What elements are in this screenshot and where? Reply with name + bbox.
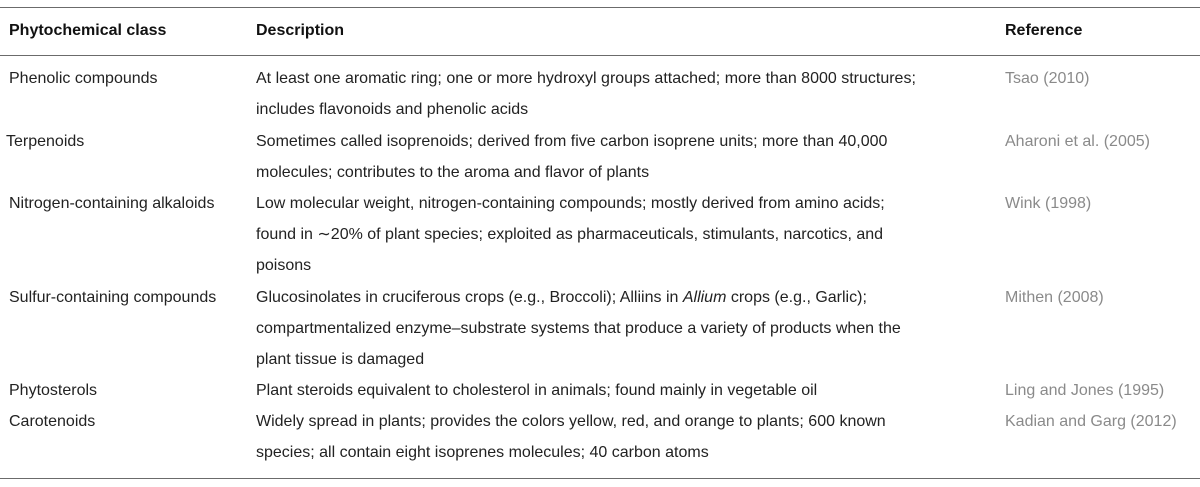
row-carotenoids-reference: Kadian and Garg (2012) (1005, 413, 1177, 430)
table-bottom-rule (0, 478, 1200, 479)
row-alkaloids-class: Nitrogen-containing alkaloids (9, 195, 215, 212)
description-line: plant tissue is damaged (256, 351, 425, 368)
description-line: Plant steroids equivalent to cholesterol in animals; found mainly in vegetable oil (256, 382, 818, 399)
description-line-mixed (256, 282, 901, 313)
row-carotenoids-class: Carotenoids (9, 413, 96, 430)
row-phytosterols-class: Phytosterols (9, 382, 98, 399)
description-line: Sometimes called isoprenoids; derived from five carbon isoprene units; more than 40,000 (256, 133, 888, 150)
description-text: Glucosinolates in cruciferous crops (e.g., Broccoli); Alliins in (256, 289, 683, 306)
row-phenolic-description (256, 63, 916, 125)
description-line: Low molecular weight, nitrogen-containing compounds; mostly derived from amino acids; (256, 195, 885, 212)
description-text: crops (e.g., Garlic); (726, 289, 867, 306)
row-alkaloids-description (256, 188, 885, 281)
header-reference: Reference (1005, 22, 1083, 39)
row-carotenoids-description (256, 406, 886, 468)
row-alkaloids-reference: Wink (1998) (1005, 195, 1092, 212)
description-line: At least one aromatic ring; one or more hydroxyl groups attached; more than 8000 structures; (256, 70, 916, 87)
header-description: Description (256, 22, 345, 39)
description-line: compartmentalized enzyme–substrate systems that produce a variety of products when the (256, 320, 901, 337)
description-line: molecules; contributes to the aroma and flavor of plants (256, 164, 650, 181)
row-sulfur-reference: Mithen (2008) (1005, 289, 1104, 306)
header-phytochemical-class: Phytochemical class (9, 22, 167, 39)
row-phytosterols-reference: Ling and Jones (1995) (1005, 382, 1165, 399)
row-sulfur-class: Sulfur-containing compounds (9, 289, 217, 306)
description-line: species; all contain eight isoprenes molecules; 40 carbon atoms (256, 444, 709, 461)
row-terpenoids-reference: Aharoni et al. (2005) (1005, 133, 1150, 150)
description-line: poisons (256, 257, 312, 274)
table-header-rule (0, 55, 1200, 56)
row-phytosterols-description (256, 375, 817, 406)
genus-name-italic: Allium (682, 289, 727, 306)
table-top-rule (0, 7, 1200, 8)
description-line: found in ∼20% of plant species; exploited as pharmaceuticals, stimulants, narcotics, and (256, 226, 884, 243)
row-phenolic-class: Phenolic compounds (9, 70, 158, 87)
row-terpenoids-description (256, 126, 887, 188)
row-terpenoids-class: Terpenoids (6, 133, 85, 150)
row-phenolic-reference: Tsao (2010) (1005, 70, 1090, 87)
row-sulfur-description (256, 282, 901, 375)
description-line: includes flavonoids and phenolic acids (256, 101, 529, 118)
description-line: Widely spread in plants; provides the colors yellow, red, and orange to plants; 600 known (256, 413, 886, 430)
